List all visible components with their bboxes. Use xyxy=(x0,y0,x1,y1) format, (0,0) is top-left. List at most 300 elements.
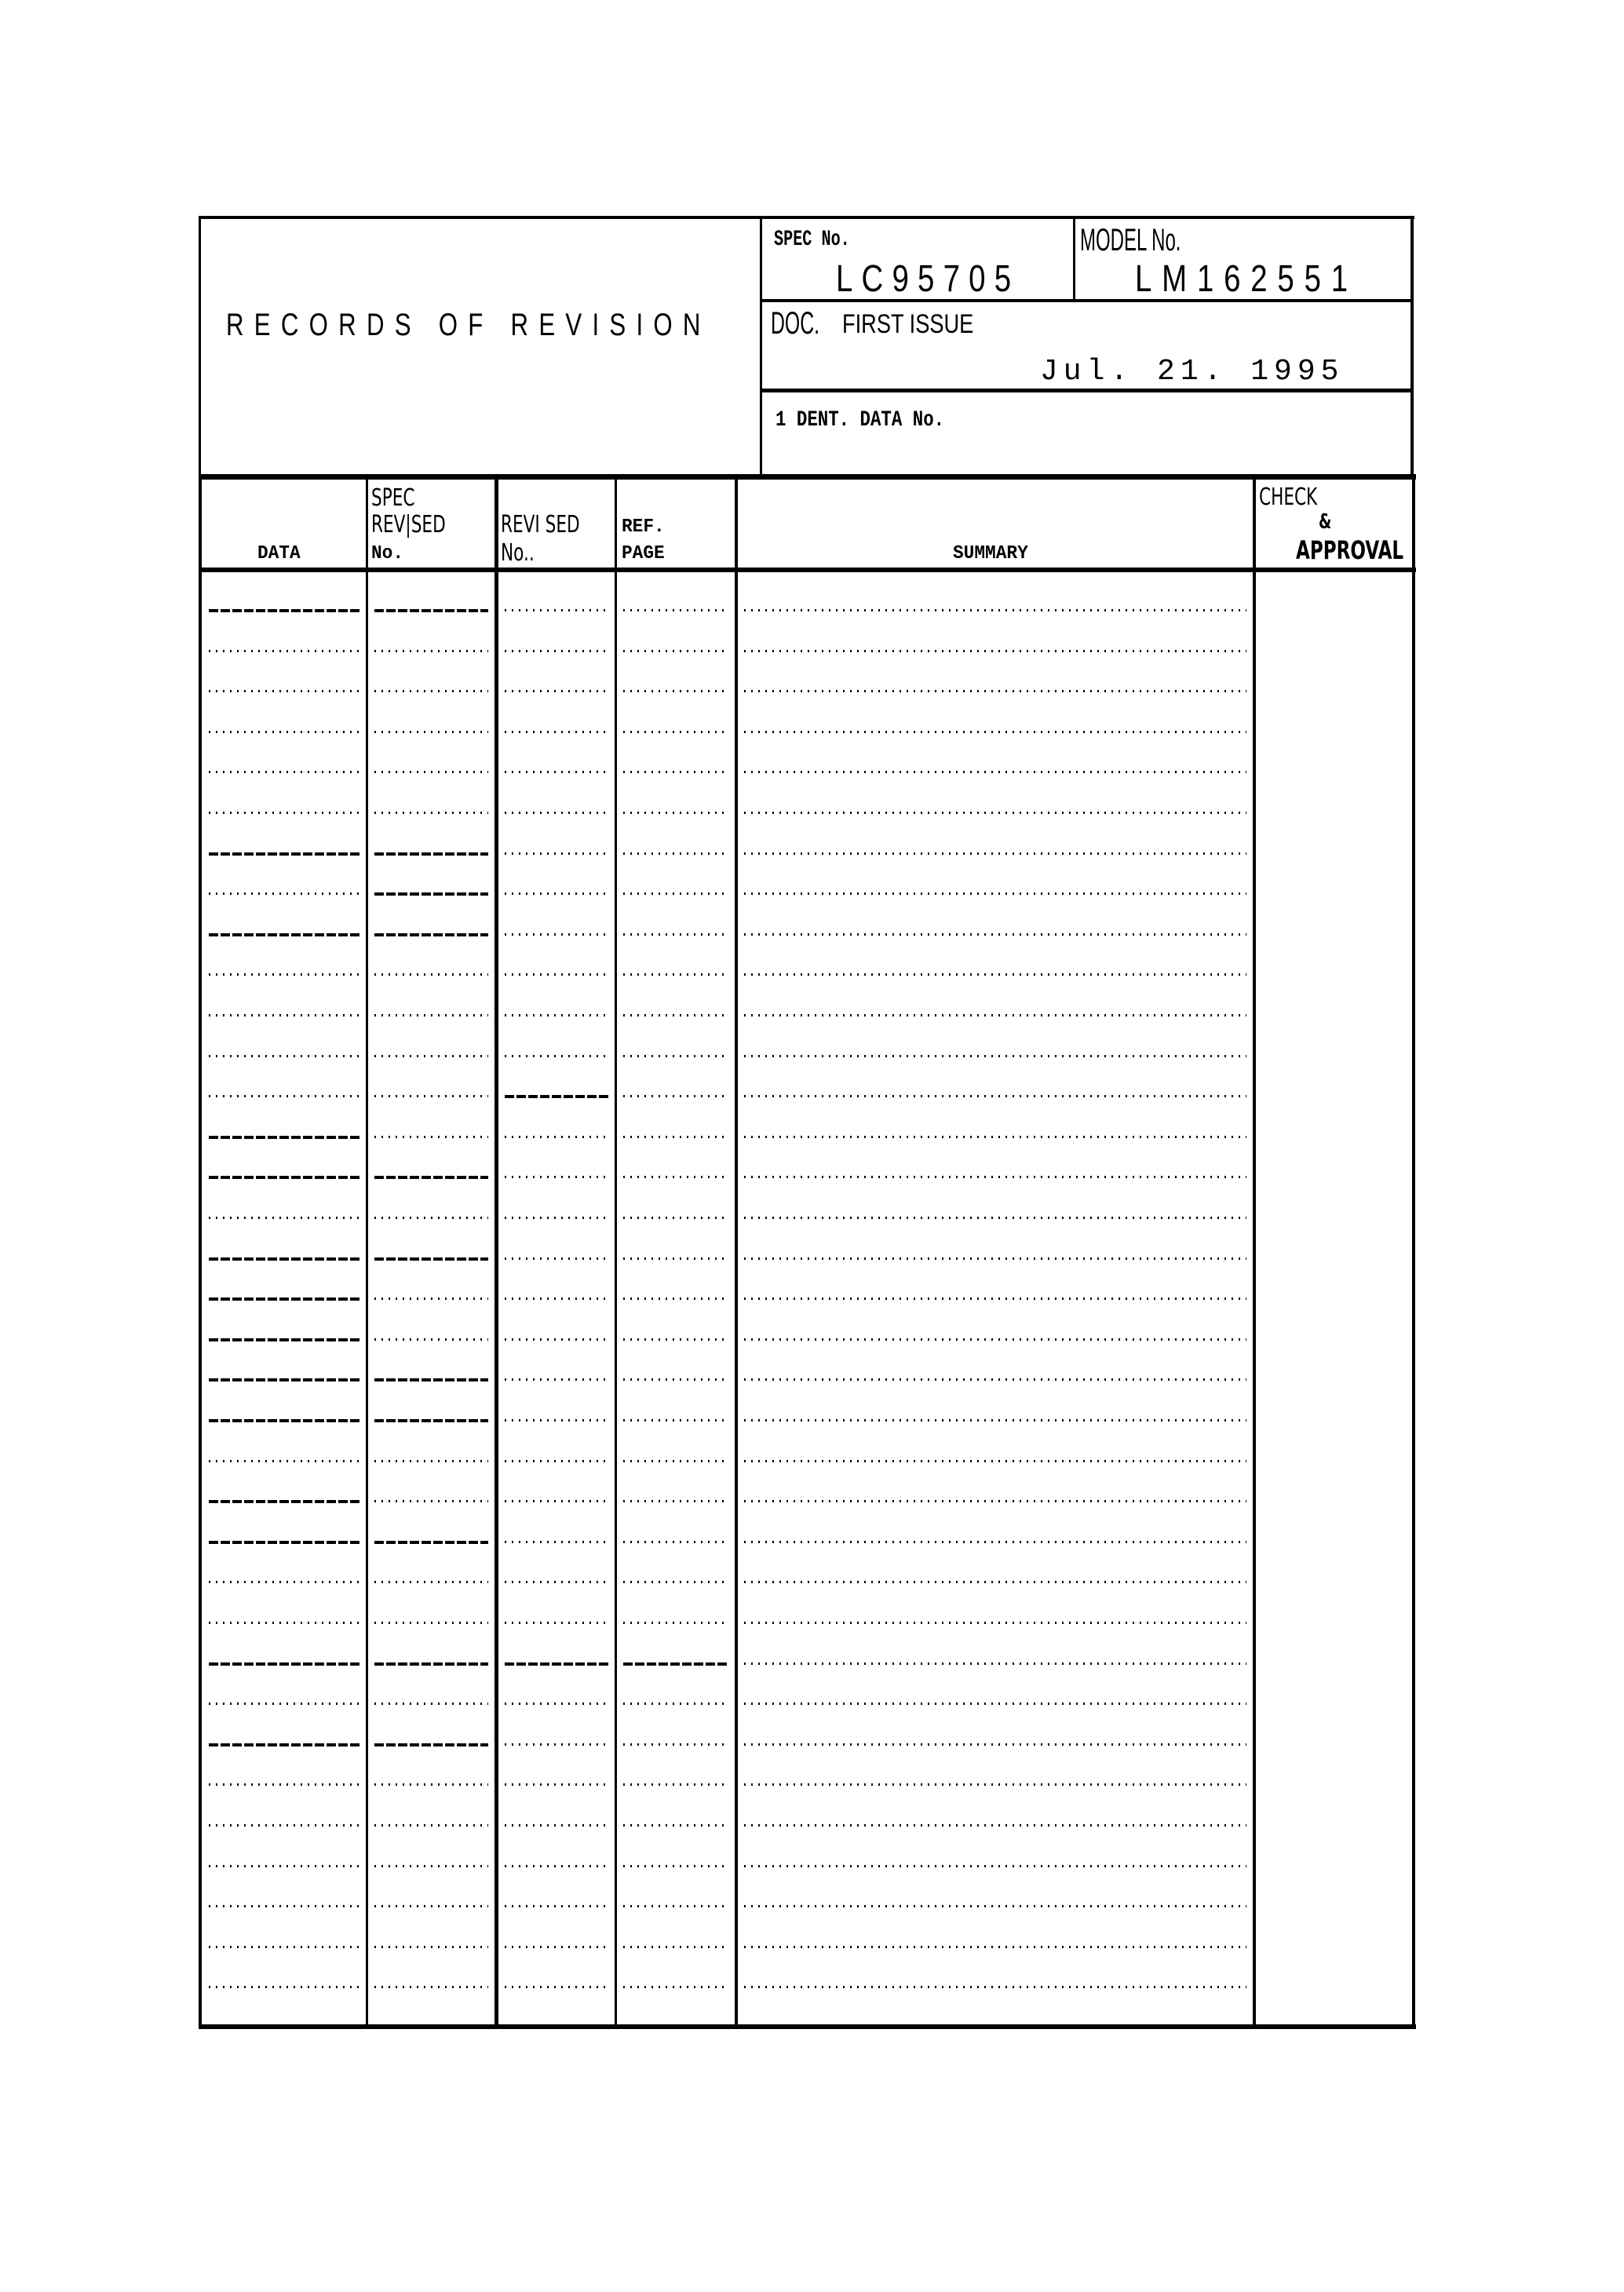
spec-revised-no-cell[interactable] xyxy=(373,1631,490,1661)
revised-no-cell[interactable] xyxy=(503,1954,610,1984)
data-cell[interactable] xyxy=(207,619,361,648)
ref-page-cell[interactable] xyxy=(622,821,730,851)
row-rule xyxy=(744,1500,1246,1502)
data-cell[interactable] xyxy=(207,1914,361,1944)
row-rule xyxy=(623,609,728,611)
revised-no-cell[interactable] xyxy=(503,1064,610,1093)
first-issue-date: Jul. 21. 1995 xyxy=(1040,355,1345,389)
spec-revised-no-cell[interactable] xyxy=(373,1793,490,1823)
row-rule xyxy=(623,1460,728,1462)
ref-page-cell[interactable] xyxy=(622,1671,730,1701)
revised-no-cell[interactable] xyxy=(503,821,610,851)
row-rule xyxy=(505,771,608,773)
row-rule xyxy=(505,1297,608,1300)
spec-revised-no-cell[interactable] xyxy=(373,1549,490,1579)
revised-no-cell[interactable] xyxy=(503,1024,610,1053)
data-cell[interactable] xyxy=(207,1712,361,1742)
right-border-top xyxy=(1411,216,1414,479)
row-rule xyxy=(623,1419,728,1422)
summary-cell[interactable] xyxy=(743,1549,1248,1579)
revised-no-cell[interactable] xyxy=(503,1631,610,1661)
revised-no-cell[interactable] xyxy=(503,1144,610,1174)
check-approval-cell[interactable] xyxy=(1256,1226,1412,1261)
summary-cell[interactable] xyxy=(743,699,1248,729)
check-approval-cell[interactable] xyxy=(1256,1266,1412,1301)
revised-no-cell[interactable] xyxy=(503,1509,610,1539)
spec-revised-no-cell[interactable] xyxy=(373,1671,490,1701)
spec-revised-no-cell[interactable] xyxy=(373,1226,490,1256)
row-rule xyxy=(623,1946,728,1948)
spec-revised-no-cell[interactable] xyxy=(373,821,490,851)
col-header-check-line2: & xyxy=(1319,510,1332,534)
row-rule xyxy=(744,973,1246,976)
ref-page-cell[interactable] xyxy=(622,1874,730,1903)
spec-revised-no-cell[interactable] xyxy=(373,1347,490,1377)
spec-revised-no-cell[interactable] xyxy=(373,1144,490,1174)
data-cell[interactable] xyxy=(207,699,361,729)
spec-revised-no-cell[interactable] xyxy=(373,1914,490,1944)
row-rule xyxy=(744,1703,1246,1705)
row-rule xyxy=(623,892,728,895)
spec-revised-no-cell[interactable] xyxy=(373,1307,490,1337)
check-approval-cell[interactable] xyxy=(1256,1144,1412,1179)
data-cell[interactable] xyxy=(207,1834,361,1863)
spec-revised-no-cell[interactable] xyxy=(373,1954,490,1984)
row-rule xyxy=(744,1095,1246,1097)
spec-revised-no-cell[interactable] xyxy=(373,1752,490,1782)
data-cell[interactable] xyxy=(207,1874,361,1903)
summary-cell[interactable] xyxy=(743,780,1248,810)
row-rule xyxy=(744,933,1246,936)
check-approval-cell[interactable] xyxy=(1256,1064,1412,1098)
ref-page-cell[interactable] xyxy=(622,1266,730,1296)
revised-no-cell[interactable] xyxy=(503,942,610,972)
col-header-ref-line2: PAGE xyxy=(622,543,665,564)
ref-page-cell[interactable] xyxy=(622,1712,730,1742)
revised-no-cell[interactable] xyxy=(503,780,610,810)
data-cell[interactable] xyxy=(207,578,361,608)
revised-no-cell[interactable] xyxy=(503,1104,610,1134)
ref-page-cell[interactable] xyxy=(622,1144,730,1174)
ref-page-cell[interactable] xyxy=(622,942,730,972)
summary-cell[interactable] xyxy=(743,1266,1248,1296)
summary-cell[interactable] xyxy=(743,1104,1248,1134)
revised-no-cell[interactable] xyxy=(503,578,610,608)
summary-cell[interactable] xyxy=(743,1914,1248,1944)
data-cell[interactable] xyxy=(207,1469,361,1498)
revised-no-cell[interactable] xyxy=(503,699,610,729)
spec-revised-no-cell[interactable] xyxy=(373,1266,490,1296)
spec-revised-no-cell[interactable] xyxy=(373,861,490,891)
ref-page-cell[interactable] xyxy=(622,1793,730,1823)
spec-revised-no-cell[interactable] xyxy=(373,1429,490,1458)
row-rule xyxy=(505,1014,608,1016)
row-rule xyxy=(744,1460,1246,1462)
data-cell[interactable] xyxy=(207,1144,361,1174)
row-rule xyxy=(744,1014,1246,1016)
data-cell[interactable] xyxy=(207,942,361,972)
check-approval-cell[interactable] xyxy=(1256,1590,1412,1625)
spec-revised-no-cell[interactable] xyxy=(373,1064,490,1093)
check-approval-cell[interactable] xyxy=(1256,1469,1412,1503)
row-rule xyxy=(209,1541,359,1544)
summary-cell[interactable] xyxy=(743,578,1248,608)
model-number-value: LM162551 xyxy=(1135,258,1358,300)
data-cell[interactable] xyxy=(207,1631,361,1661)
row-rule xyxy=(623,650,728,652)
ref-page-cell[interactable] xyxy=(622,659,730,688)
row-rule xyxy=(744,1824,1246,1827)
check-approval-cell[interactable] xyxy=(1256,1104,1412,1139)
top-border xyxy=(199,216,1414,219)
data-cell[interactable] xyxy=(207,821,361,851)
row-rule xyxy=(623,1865,728,1867)
check-approval-cell[interactable] xyxy=(1256,1307,1412,1341)
summary-cell[interactable] xyxy=(743,942,1248,972)
spec-revised-no-cell[interactable] xyxy=(373,619,490,648)
row-rule xyxy=(623,1338,728,1341)
spec-revised-no-cell[interactable] xyxy=(373,1469,490,1498)
revised-no-cell[interactable] xyxy=(503,1834,610,1863)
row-rule xyxy=(623,1662,728,1666)
check-approval-cell[interactable] xyxy=(1256,942,1412,976)
data-cell[interactable] xyxy=(207,1752,361,1782)
row-rule xyxy=(374,1743,488,1746)
summary-cell[interactable] xyxy=(743,1347,1248,1377)
row-rule xyxy=(744,1419,1246,1422)
revised-no-cell[interactable] xyxy=(503,1793,610,1823)
ref-page-cell[interactable] xyxy=(622,1509,730,1539)
col-header-spec-revised-line3: No. xyxy=(371,543,404,564)
check-approval-cell[interactable] xyxy=(1256,1024,1412,1058)
summary-cell[interactable] xyxy=(743,983,1248,1013)
row-rule xyxy=(374,1419,488,1422)
row-rule xyxy=(209,1500,359,1503)
row-rule xyxy=(374,1541,488,1544)
row-rule xyxy=(209,852,359,856)
row-rule xyxy=(374,1581,488,1583)
row-rule xyxy=(623,1378,728,1381)
ref-page-cell[interactable] xyxy=(622,1347,730,1377)
summary-cell[interactable] xyxy=(743,1509,1248,1539)
ref-page-cell[interactable] xyxy=(622,699,730,729)
ref-page-cell[interactable] xyxy=(622,619,730,648)
ident-data-label: 1 DENT. DATA No. xyxy=(776,408,945,432)
check-approval-cell[interactable] xyxy=(1256,1671,1412,1706)
row-rule xyxy=(374,1378,488,1381)
row-rule xyxy=(374,690,488,692)
row-rule xyxy=(209,1095,359,1097)
ref-page-cell[interactable] xyxy=(622,1752,730,1782)
check-approval-cell[interactable] xyxy=(1256,1834,1412,1868)
ref-page-cell[interactable] xyxy=(622,1307,730,1337)
summary-cell[interactable] xyxy=(743,1631,1248,1661)
ref-page-cell[interactable] xyxy=(622,1104,730,1134)
check-approval-cell[interactable] xyxy=(1256,780,1412,815)
revised-no-cell[interactable] xyxy=(503,902,610,932)
data-cell[interactable] xyxy=(207,1185,361,1215)
revised-no-cell[interactable] xyxy=(503,1226,610,1256)
revised-no-cell[interactable] xyxy=(503,1671,610,1701)
summary-cell[interactable] xyxy=(743,861,1248,891)
data-cell[interactable] xyxy=(207,1590,361,1620)
row-rule xyxy=(505,852,608,855)
spec-revised-no-cell[interactable] xyxy=(373,1712,490,1742)
row-rule xyxy=(623,1014,728,1016)
row-rule xyxy=(374,1783,488,1786)
check-approval-cell[interactable] xyxy=(1256,739,1412,774)
ref-page-cell[interactable] xyxy=(622,1024,730,1053)
check-approval-cell[interactable] xyxy=(1256,821,1412,856)
ref-page-cell[interactable] xyxy=(622,1834,730,1863)
row-rule xyxy=(374,1095,488,1097)
data-cell[interactable] xyxy=(207,1064,361,1093)
revised-no-cell[interactable] xyxy=(503,1429,610,1458)
check-approval-cell[interactable] xyxy=(1256,1549,1412,1584)
check-approval-cell[interactable] xyxy=(1256,983,1412,1017)
summary-cell[interactable] xyxy=(743,1834,1248,1863)
summary-cell[interactable] xyxy=(743,1590,1248,1620)
summary-cell[interactable] xyxy=(743,739,1248,769)
revised-no-cell[interactable] xyxy=(503,1549,610,1579)
ref-page-cell[interactable] xyxy=(622,902,730,932)
data-cell[interactable] xyxy=(207,739,361,769)
col-header-revised-line2: No.. xyxy=(501,539,535,567)
data-cell[interactable] xyxy=(207,1388,361,1418)
row-rule xyxy=(209,1338,359,1341)
ref-page-cell[interactable] xyxy=(622,1590,730,1620)
row-rule xyxy=(505,1865,608,1867)
data-cell[interactable] xyxy=(207,1793,361,1823)
check-approval-cell[interactable] xyxy=(1256,1631,1412,1666)
ref-page-cell[interactable] xyxy=(622,983,730,1013)
row-rule xyxy=(209,1824,359,1827)
ref-page-cell[interactable] xyxy=(622,1226,730,1256)
check-approval-cell[interactable] xyxy=(1256,902,1412,936)
spec-revised-no-cell[interactable] xyxy=(373,578,490,608)
ref-page-cell[interactable] xyxy=(622,1064,730,1093)
ref-page-cell[interactable] xyxy=(622,861,730,891)
spec-revised-no-cell[interactable] xyxy=(373,1509,490,1539)
revised-no-cell[interactable] xyxy=(503,1874,610,1903)
title-divider xyxy=(760,218,762,477)
row-rule xyxy=(209,1865,359,1867)
revised-no-cell[interactable] xyxy=(503,861,610,891)
col-divider-1 xyxy=(366,477,368,2027)
revised-no-cell[interactable] xyxy=(503,619,610,648)
row-rule xyxy=(209,1703,359,1705)
spec-revised-no-cell[interactable] xyxy=(373,942,490,972)
revised-no-cell[interactable] xyxy=(503,1712,610,1742)
spec-revised-no-cell[interactable] xyxy=(373,699,490,729)
row-rule xyxy=(505,731,608,733)
ref-page-cell[interactable] xyxy=(622,578,730,608)
revised-no-cell[interactable] xyxy=(503,1469,610,1498)
spec-revised-no-cell[interactable] xyxy=(373,1104,490,1134)
row-rule xyxy=(623,690,728,692)
revised-no-cell[interactable] xyxy=(503,1307,610,1337)
spec-revised-no-cell[interactable] xyxy=(373,1024,490,1053)
row-rule xyxy=(374,973,488,976)
revised-no-cell[interactable] xyxy=(503,659,610,688)
revised-no-cell[interactable] xyxy=(503,1752,610,1782)
revised-no-cell[interactable] xyxy=(503,1388,610,1418)
data-cell[interactable] xyxy=(207,1549,361,1579)
spec-revised-no-cell[interactable] xyxy=(373,739,490,769)
data-cell[interactable] xyxy=(207,902,361,932)
row-rule xyxy=(209,1783,359,1786)
row-rule xyxy=(209,650,359,652)
model-number-label: MODEL No. xyxy=(1080,223,1181,257)
revised-no-cell[interactable] xyxy=(503,1266,610,1296)
row-rule xyxy=(505,1378,608,1381)
row-rule xyxy=(209,933,359,936)
data-cell[interactable] xyxy=(207,1226,361,1256)
summary-cell[interactable] xyxy=(743,1024,1248,1053)
spec-number-label: SPEC No. xyxy=(774,228,850,252)
revised-no-cell[interactable] xyxy=(503,1185,610,1215)
ref-page-cell[interactable] xyxy=(622,1954,730,1984)
row-rule xyxy=(374,1986,488,1988)
spec-revised-no-cell[interactable] xyxy=(373,1590,490,1620)
data-cell[interactable] xyxy=(207,1266,361,1296)
data-cell[interactable] xyxy=(207,1671,361,1701)
col-header-check-line1: CHECK xyxy=(1259,484,1318,511)
ref-page-cell[interactable] xyxy=(622,1631,730,1661)
ref-page-cell[interactable] xyxy=(622,1185,730,1215)
check-approval-cell[interactable] xyxy=(1256,1793,1412,1827)
data-cell[interactable] xyxy=(207,1104,361,1134)
row-rule xyxy=(505,933,608,936)
ref-page-cell[interactable] xyxy=(622,1914,730,1944)
row-rule xyxy=(374,892,488,896)
row-rule xyxy=(744,690,1246,692)
revised-no-cell[interactable] xyxy=(503,1590,610,1620)
check-approval-cell[interactable] xyxy=(1256,1185,1412,1220)
row-rule xyxy=(505,1541,608,1543)
row-rule xyxy=(209,1622,359,1624)
revised-no-cell[interactable] xyxy=(503,1914,610,1944)
row-rule xyxy=(744,1055,1246,1057)
summary-cell[interactable] xyxy=(743,1874,1248,1903)
check-approval-cell[interactable] xyxy=(1256,1429,1412,1463)
check-approval-cell[interactable] xyxy=(1256,861,1412,896)
summary-cell[interactable] xyxy=(743,1064,1248,1093)
row-rule xyxy=(374,1217,488,1219)
summary-cell[interactable] xyxy=(743,619,1248,648)
row-rule xyxy=(623,1581,728,1583)
data-cell[interactable] xyxy=(207,659,361,688)
check-approval-cell[interactable] xyxy=(1256,1388,1412,1422)
check-approval-cell[interactable] xyxy=(1256,1752,1412,1787)
summary-cell[interactable] xyxy=(743,1307,1248,1337)
spec-revised-no-cell[interactable] xyxy=(373,902,490,932)
row-rule xyxy=(623,771,728,773)
revised-no-cell[interactable] xyxy=(503,983,610,1013)
ref-page-cell[interactable] xyxy=(622,1388,730,1418)
revised-no-cell[interactable] xyxy=(503,1347,610,1377)
summary-cell[interactable] xyxy=(743,1429,1248,1458)
table-left-border xyxy=(199,474,202,2029)
row-rule xyxy=(623,1297,728,1300)
ref-page-cell[interactable] xyxy=(622,1429,730,1458)
check-approval-cell[interactable] xyxy=(1256,659,1412,693)
row-rule xyxy=(623,1055,728,1057)
ref-page-cell[interactable] xyxy=(622,1469,730,1498)
data-cell[interactable] xyxy=(207,861,361,891)
ident-data-field[interactable] xyxy=(973,404,1397,467)
col-header-check-line3: APPROVAL xyxy=(1296,535,1404,565)
summary-cell[interactable] xyxy=(743,1185,1248,1215)
spec-revised-no-cell[interactable] xyxy=(373,659,490,688)
row-rule xyxy=(744,771,1246,773)
revised-no-cell[interactable] xyxy=(503,739,610,769)
row-rule xyxy=(374,771,488,773)
summary-cell[interactable] xyxy=(743,1226,1248,1256)
check-approval-cell[interactable] xyxy=(1256,619,1412,653)
data-cell[interactable] xyxy=(207,983,361,1013)
summary-cell[interactable] xyxy=(743,1469,1248,1498)
summary-cell[interactable] xyxy=(743,1954,1248,1984)
check-approval-cell[interactable] xyxy=(1256,578,1412,612)
spec-revised-no-cell[interactable] xyxy=(373,1874,490,1903)
row-rule xyxy=(623,1783,728,1786)
summary-cell[interactable] xyxy=(743,659,1248,688)
check-approval-cell[interactable] xyxy=(1256,1347,1412,1381)
summary-cell[interactable] xyxy=(743,1144,1248,1174)
summary-cell[interactable] xyxy=(743,1752,1248,1782)
row-rule xyxy=(623,1541,728,1543)
row-rule xyxy=(374,1824,488,1827)
check-approval-cell[interactable] xyxy=(1256,1712,1412,1746)
data-cell[interactable] xyxy=(207,1024,361,1053)
row-rule xyxy=(209,1257,359,1261)
check-approval-cell[interactable] xyxy=(1256,1509,1412,1544)
summary-cell[interactable] xyxy=(743,1712,1248,1742)
check-approval-cell[interactable] xyxy=(1256,699,1412,734)
row-rule xyxy=(505,1338,608,1341)
data-cell[interactable] xyxy=(207,1307,361,1337)
row-rule xyxy=(623,1136,728,1138)
ref-page-cell[interactable] xyxy=(622,739,730,769)
check-approval-cell[interactable] xyxy=(1256,1954,1412,1989)
summary-cell[interactable] xyxy=(743,1671,1248,1701)
data-cell[interactable] xyxy=(207,1954,361,1984)
data-cell[interactable] xyxy=(207,1429,361,1458)
data-cell[interactable] xyxy=(207,780,361,810)
spec-revised-no-cell[interactable] xyxy=(373,983,490,1013)
row-rule xyxy=(623,1500,728,1502)
spec-revised-no-cell[interactable] xyxy=(373,1834,490,1863)
summary-cell[interactable] xyxy=(743,902,1248,932)
data-cell[interactable] xyxy=(207,1509,361,1539)
spec-revised-no-cell[interactable] xyxy=(373,780,490,810)
summary-cell[interactable] xyxy=(743,1388,1248,1418)
ref-page-cell[interactable] xyxy=(622,1549,730,1579)
data-cell[interactable] xyxy=(207,1347,361,1377)
spec-revised-no-cell[interactable] xyxy=(373,1185,490,1215)
spec-revised-no-cell[interactable] xyxy=(373,1388,490,1418)
summary-cell[interactable] xyxy=(743,1793,1248,1823)
doc-label: DOC. xyxy=(771,306,819,341)
summary-cell[interactable] xyxy=(743,821,1248,851)
row-rule xyxy=(505,1905,608,1907)
row-rule xyxy=(505,609,608,611)
check-approval-cell[interactable] xyxy=(1256,1874,1412,1908)
ref-page-cell[interactable] xyxy=(622,780,730,810)
check-approval-cell[interactable] xyxy=(1256,1914,1412,1949)
row-rule xyxy=(505,1824,608,1827)
